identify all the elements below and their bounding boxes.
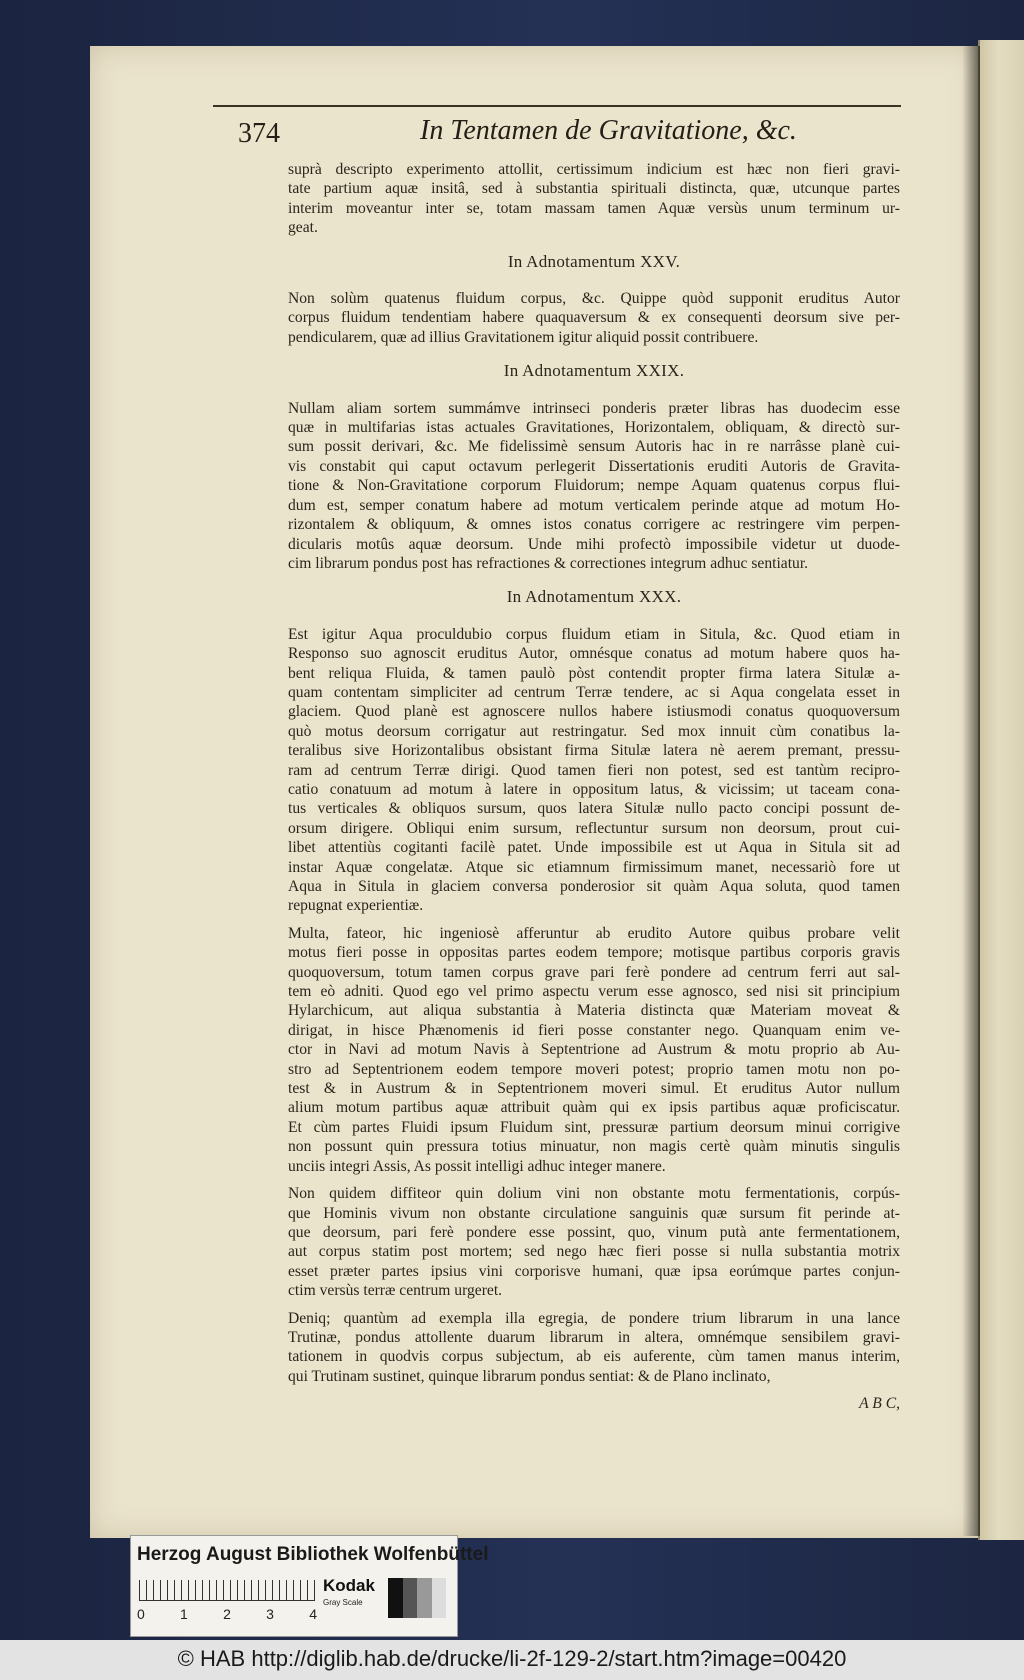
text-line: corpus fluidum tendentiam habere quaquaversum & ex consequenti deorsum sive per- (288, 309, 900, 327)
text-line: dirigat, in hisce Phænomenis id fieri posse constanter nego. Quanquam enim ve- (288, 1021, 900, 1039)
text-line: Hylarchicum, aut aliqua substantia à Materia distincta quæ Materiam moveat & (288, 1002, 900, 1020)
text-line: tus verticales & obliquos sursum, quos latera Situlæ nullo pacto concipi possunt de- (288, 800, 900, 818)
text-line: interim moveantur inter se, totam massam tamen Aquæ versùs unum terminum ur- (288, 199, 900, 217)
gray-swatches (388, 1578, 446, 1618)
ruler-label: 4 (309, 1606, 317, 1622)
text-line: Est igitur Aqua proculdubio corpus fluidum etiam in Situla, &c. Quod etiam in (288, 625, 900, 643)
section-heading: In Adnotamentum XXIX. (503, 361, 685, 381)
paragraph-gap (288, 238, 900, 246)
section-heading: In Adnotamentum XXX. (506, 587, 682, 607)
ruler-labels (137, 1606, 317, 1622)
section-heading: In Adnotamentum XXV. (507, 251, 681, 271)
text-line: dum est, semper conatum habere ad motum verticalem perinde atque ad motum Ho- (288, 496, 900, 514)
text-line: dicularis motûs aquæ deorsum. Unde mihi profectò impossibile videtur ut duode- (288, 535, 900, 553)
text-line: tem eò adniti. Quod ego vel primo aspectu verum esse agnosco, sed nisi sit principium (288, 983, 900, 1001)
text-line: Aqua in Situla in glaciem conversa ponderosior sit quàm Aqua soluta, quod tamen (288, 878, 900, 895)
paragraph-gap (288, 1176, 900, 1184)
text-line: rizontalem & obliquum, & omnes istos conatus corrigere ac restringere vim perpen- (288, 516, 900, 534)
text-line: qui Trutinam sustinet, quinque librarum pondus sentiat: & de Plano inclinato, (288, 1367, 771, 1385)
text-line: tione & Non-Gravitatione corporum Fluidorum; nempe Aquam quatenus corpus flui- (288, 477, 900, 495)
text-line: ram ad centrum Terræ dirigi. Quod tamen fieri non potest, sed est tantùm recipro- (288, 761, 900, 779)
ruler-label: 2 (223, 1606, 231, 1622)
body-text (288, 160, 900, 1414)
ruler-label: 0 (137, 1606, 145, 1622)
text-line: motus fieri posse in oppositas partes eodem tempore; motisque partibus corporis gravis (288, 944, 900, 962)
text-line: Multa, fateor, hic ingeniosè afferuntur ab erudito Autore quibus probare velit (288, 924, 900, 942)
text-line: quam contentam simpliciter ad centrum Terræ tendere, ac si Aqua congelata esset in (288, 683, 900, 701)
text-line: repugnat experientiæ. (288, 897, 424, 915)
text-line: Non quidem diffiteor quin dolium vini non obstante motu fermentationis, corpús- (288, 1185, 900, 1203)
text-line: teralibus sive Horizontalibus obsistant firma Situlæ latera nè aerem premant, pressu- (288, 742, 900, 760)
text-line: quoquoversum, totum tamen corpus grave pari ferè pondere ad centrum ferri aut sal- (288, 963, 900, 981)
paragraph-gap (288, 1386, 900, 1394)
text-line: Et cùm partes Fluidi ipsum Fluidum sint, pressuræ partium deorsum minui corrigive (288, 1118, 900, 1136)
text-line: stro ad Septentrionem eodem tempore moveri potest; proprio tamen motu non po- (288, 1060, 900, 1078)
text-line: ctor in Navi ad motum Navis à Septentrione ad Austrum & motu proprio ab Au- (288, 1041, 900, 1059)
ruler-label: 1 (180, 1606, 188, 1622)
library-name: Herzog August Bibliothek Wolfenbüttel (137, 1544, 489, 1565)
text-line: alium motum partibus aquæ attribuit quàm qui ex ipsis partibus aquæ proficiscatur. (288, 1099, 900, 1117)
text-line: Non solùm quatenus fluidum corpus, &c. Quippe quòd supponit eruditus Autor (288, 290, 900, 308)
text-line: Nullam aliam sortem summámve intrinseci ponderis præter libras has duodecim esse (288, 399, 900, 417)
text-line: tate partium aquæ insitâ, sed à substantia spirituali distincta, quæ, utcunque partes (288, 180, 900, 198)
text-line: cim librarum pondus post has refractiones & correctiones integrum adhuc sentiatur. (288, 554, 809, 572)
text-line: orsum dirigere. Obliqui enim sursum, reflectuntur sursum non deorsum, prout cui- (288, 819, 900, 837)
text-line: bent reliqua Fluida, & tamen paulò pòst contendit propter firma latera Situlæ a- (288, 664, 900, 682)
text-line: esset præter partes ipsius vini corporisve humani, quæ ipsa eorúmque partes conjun- (288, 1262, 900, 1280)
text-line: catio conatuum ad motum à latere in oppositum latus, & vicissim; ut taceam cona- (288, 780, 900, 798)
paragraph-gap (288, 347, 900, 355)
paragraph-gap (288, 573, 900, 581)
text-line: geat. (288, 219, 318, 237)
text-line: unciis integri Assis, As possit intelligi adhuc integer manere. (288, 1157, 666, 1175)
text-line: quæ in multifarias istas actuales Gravitationes, Horizontalem, obliquam, & directò sur- (288, 419, 900, 437)
footer-bar (0, 1640, 1024, 1680)
gray-scale-label: Gray Scale (323, 1598, 363, 1607)
text-line: Trutinæ, pondus attollente duarum librarum in altera, omnémque sensibilem gravi- (288, 1328, 900, 1346)
text-line: Responso suo agnoscit eruditus Autor, omnésque conatus ad motum habere quos ha- (288, 645, 900, 663)
paragraph-gap (288, 1301, 900, 1309)
scale-ruler (139, 1580, 315, 1601)
gutter-shadow (962, 46, 980, 1536)
text-line: tationem in quodvis corpus subjectum, ab eis auferente, cùm tamen manus interim, (288, 1348, 900, 1366)
text-line: sum possit derivari, &c. Me fidelissimè sensum Autoris hac in re narrâsse planè cui- (288, 438, 900, 456)
page-number: 374 (238, 118, 280, 149)
footer-copyright-link[interactable]: © HAB http://diglib.hab.de/drucke/li-2f-129-2/start.htm?image=00420 (177, 1646, 847, 1671)
header-rule (213, 105, 901, 107)
paragraph-gap (288, 916, 900, 924)
ruler-label: 3 (266, 1606, 274, 1622)
text-line: test & in Austrum & in Septentrionem moveri simul. Et eruditus Autor nullum (288, 1080, 900, 1098)
text-line: libet attentiùs cogitanti facilè patet. Unde impossibile est ut Aqua in Situla sit ad (288, 839, 900, 857)
text-line: glaciem. Quod planè est agnoscere nullos habere istiusmodi conatus quoquoversum (288, 703, 900, 721)
kodak-logo: Kodak (323, 1576, 375, 1595)
text-line: instar Aquæ congelatæ. Atque sic etiamnum firmissimum manet, necessariò fore ut (288, 858, 900, 876)
text-line: Deniq; quantùm ad exempla illa egregia, de pondere trium librarum in una lance (288, 1309, 900, 1327)
adjacent-page-edge (978, 40, 1024, 1540)
text-line: ctim versùs terræ centrum urgeret. (288, 1282, 503, 1300)
text-line: vis constabit qui caput octavum perlegerit Dissertationis eruditi Autoris de Gravita- (288, 457, 900, 475)
text-line: non possunt quin pressura totius minuatur, non magis certè quàm minutis singulis (288, 1138, 900, 1156)
text-line: que Hominis vivum non obstante circulatione sanguinis quæ sursum fit perinde at- (288, 1204, 900, 1222)
text-line: aut corpus statim post mortem; sed nego hæc fieri posse si nulla substantia motrix (288, 1243, 900, 1261)
color-target-card (130, 1535, 489, 1637)
text-line: quò motus deorsum corrigatur aut restringatur. Sed mox innuit cùm conatibus la- (288, 722, 900, 740)
text-line: pendicularem, quæ ad illius Gravitationem igitur aliquid possit contribuere. (288, 328, 759, 346)
text-line: suprà descripto experimento attollit, certissimum indicium est hæc non fieri gravi- (288, 161, 900, 178)
text-line: que deorsum, pari ferè pondere esse possint, quo, vinum putà ante fermentationem, (288, 1223, 900, 1241)
running-head: In Tentamen de Gravitatione, &c. (420, 115, 797, 146)
catchword: A B C, (859, 1395, 900, 1413)
